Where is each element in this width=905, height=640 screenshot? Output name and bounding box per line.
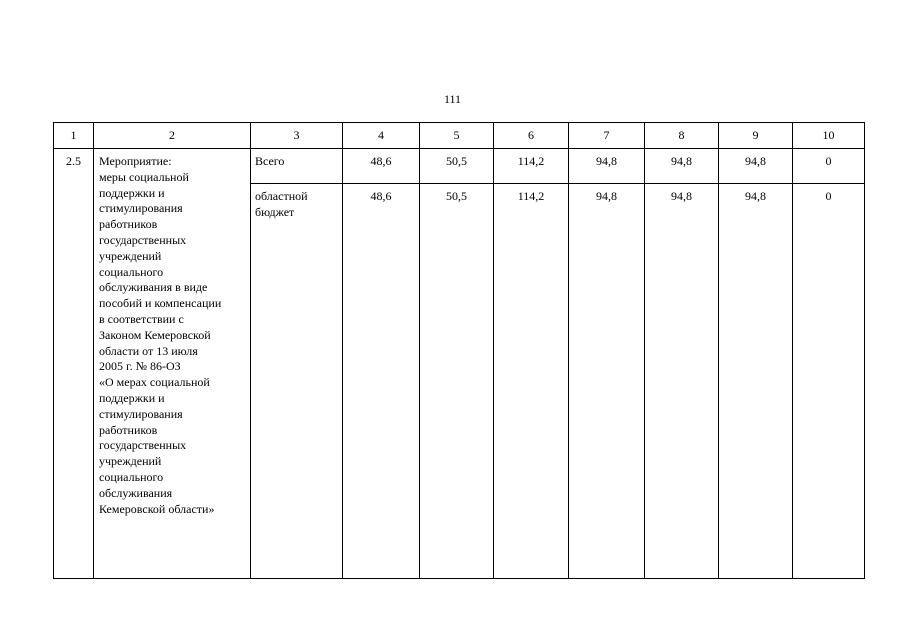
- value-cell: 0: [793, 184, 865, 579]
- value-cell: 50,5: [420, 149, 494, 184]
- header-cell: 7: [569, 123, 645, 149]
- header-cell: 6: [494, 123, 569, 149]
- header-cell: 8: [645, 123, 719, 149]
- header-cell: 3: [251, 123, 343, 149]
- funding-source: [251, 149, 343, 184]
- row-index: 2.5: [54, 149, 94, 579]
- value-cell: 94,8: [719, 149, 793, 184]
- header-cell: 9: [719, 123, 793, 149]
- value-cell: 48,6: [343, 149, 420, 184]
- measure-description: [94, 149, 251, 579]
- value-cell: 114,2: [494, 149, 569, 184]
- value-cell: 94,8: [569, 184, 645, 579]
- value-cell: 0: [793, 149, 865, 184]
- header-cell: 10: [793, 123, 865, 149]
- header-row: [54, 123, 865, 149]
- value-cell: 48,6: [343, 184, 420, 579]
- value-cell: 94,8: [645, 184, 719, 579]
- table-row-total: [54, 149, 865, 184]
- header-cell: 1: [54, 123, 94, 149]
- measure-description-text: Мероприятие: меры социальной поддержки и стимулирования работников государственных учреждений социального обслуживания в виде пособий и компенсации в соответствии с Законом Кемеровской области от 13 июля 2005 г. № 86-ОЗ «О мерах социальной поддержки и стимулирования работников государственных учреждений социального обслуживания Кемеровской области»: [99, 154, 222, 516]
- funding-source: [251, 184, 343, 579]
- header-cell: 4: [343, 123, 420, 149]
- value-cell: 114,2: [494, 184, 569, 579]
- funding-table: [53, 122, 865, 579]
- value-cell: 94,8: [569, 149, 645, 184]
- value-cell: 50,5: [420, 184, 494, 579]
- page-number: 111: [443, 92, 462, 106]
- funding-source-text: областной бюджет: [255, 189, 308, 219]
- header-cell: 5: [420, 123, 494, 149]
- header-cell: 2: [94, 123, 251, 149]
- value-cell: 94,8: [645, 149, 719, 184]
- value-cell: 94,8: [719, 184, 793, 579]
- funding-source-text: Всего: [255, 154, 285, 168]
